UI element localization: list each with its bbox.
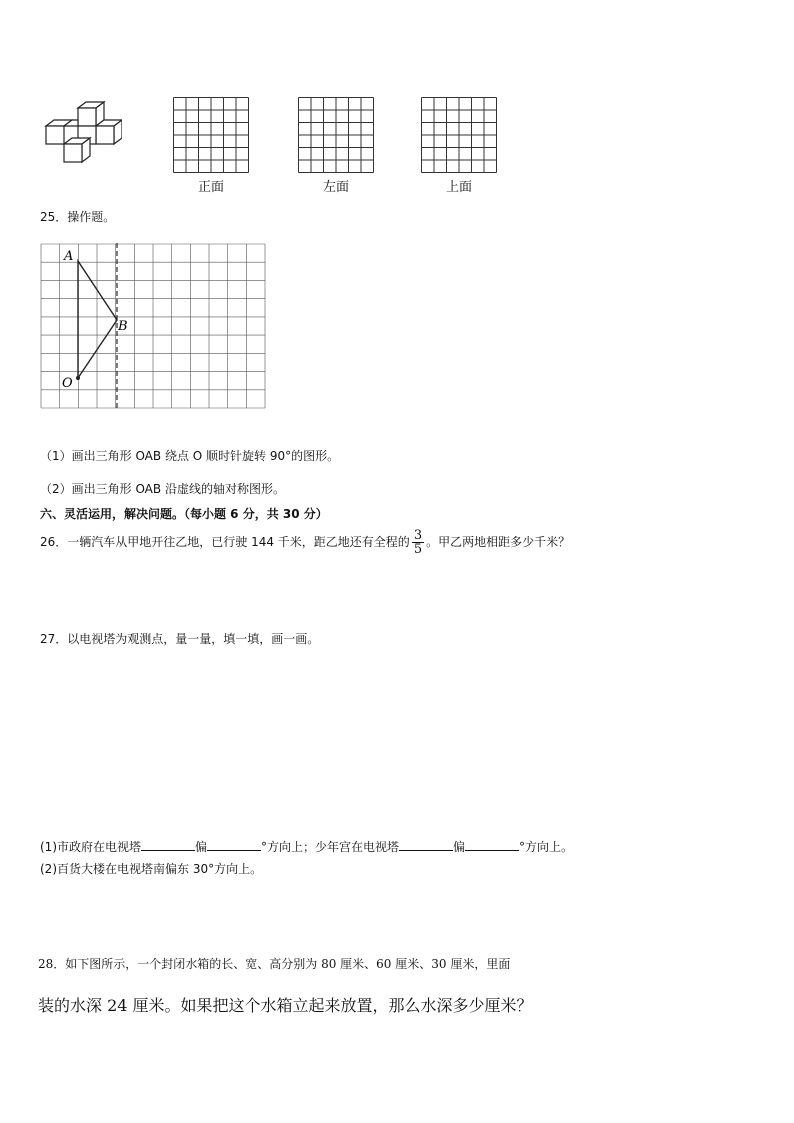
blank-2[interactable]	[207, 840, 261, 851]
blank-1[interactable]	[141, 840, 195, 851]
q27-sub1-b: 偏	[195, 840, 208, 854]
q27-sub1-c: °方向上；少年宫在电视塔	[261, 840, 400, 854]
q26-text-before: 26．一辆汽车从甲地开往乙地，已行驶 144 千米，距乙地还有全程的	[40, 535, 410, 549]
q28-line1	[38, 953, 510, 972]
q26-text-after: 。甲乙两地相距多少千米？	[426, 535, 571, 549]
q28-line1-text: 28．如下图所示，一个封闭水箱的长、宽、高分别为 80 厘米、60 厘米、30 厘米，里面	[38, 957, 511, 971]
blank-4[interactable]	[465, 840, 519, 851]
left-view-label: 左面	[322, 180, 349, 195]
q25-grid-figure[interactable]	[40, 243, 266, 428]
q27-sub1-d: 偏	[453, 840, 466, 854]
q26-fraction	[412, 529, 424, 556]
top-view-label: 上面	[445, 180, 472, 195]
q27-sub1-e: °方向上。	[519, 840, 574, 854]
q27-title: 27．以电视塔为观测点，量一量，填一填，画一画。	[40, 632, 320, 646]
q26-frac-den: 5	[413, 542, 423, 557]
q28-line2: 装的水深 24 厘米。如果把这个水箱立起来放置，那么水深多少厘米？	[38, 996, 533, 1015]
triangle-oab	[78, 261, 117, 378]
q27-sub1	[40, 838, 573, 855]
point-a-label: A	[64, 249, 74, 264]
blank-3[interactable]	[399, 840, 453, 851]
q26-question	[40, 529, 570, 556]
q25-title: 25．操作题。	[40, 210, 116, 224]
point-b-label: B	[118, 319, 128, 334]
q26-frac-num: 3	[413, 528, 423, 543]
left-view-grid[interactable]	[298, 97, 374, 173]
q27-sub2: (2)百货大楼在电视塔南偏东 30°方向上。	[40, 862, 263, 876]
point-o-label: O	[62, 376, 73, 391]
front-view-grid[interactable]	[173, 97, 249, 173]
cube-stack-figure	[42, 100, 122, 170]
point-o-dot	[76, 376, 80, 380]
q25-sub2: （2）画出三角形 OAB 沿虚线的轴对称图形。	[40, 482, 285, 496]
section6-title: 六、灵活运用，解决问题。（每小题 6 分，共 30 分）	[40, 507, 328, 521]
q27-sub1-a: (1)市政府在电视塔	[40, 840, 141, 854]
front-view-label: 正面	[197, 180, 224, 195]
q25-sub1: （1）画出三角形 OAB 绕点 O 顺时针旋转 90°的图形。	[40, 449, 340, 463]
top-view-grid[interactable]	[421, 97, 497, 173]
